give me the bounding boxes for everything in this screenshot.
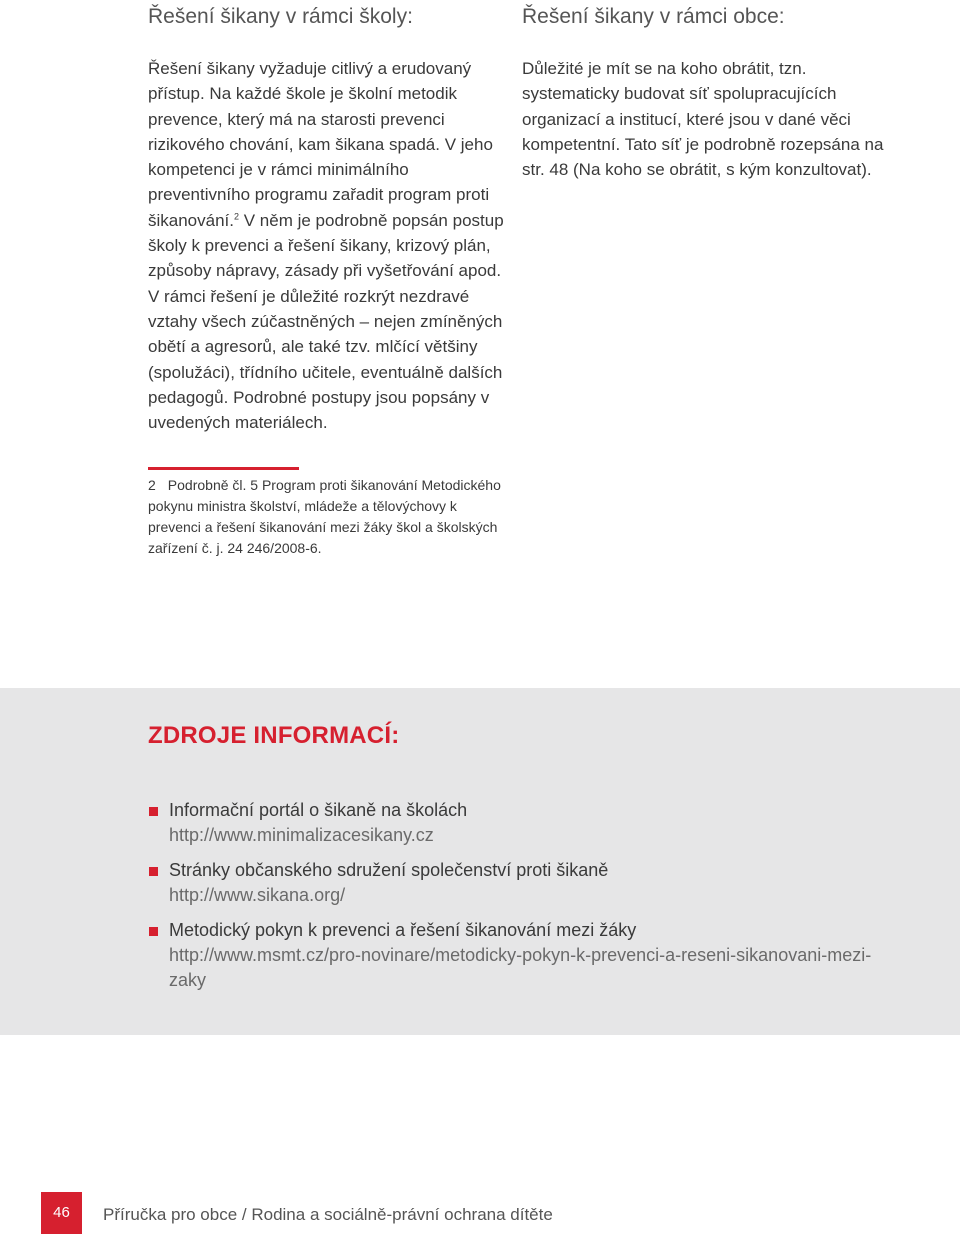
school-section-title: Řešení šikany v rámci školy:	[148, 5, 413, 28]
school-paragraph-part2: V něm je podrobně popsán postup školy k prevenci a řešení šikany, krizový plán, způsoby nápravy, zásady při vyšetřování apod. V rámci řešení je důležité rozkrýt nezdravé vztahy všech zúčastněných – nejen zmíněných obětí a agresorů, ale také tzv. mlčící většiny (spolužáci), třídního učitele, eventuálně dalších pedagogů. Podrobné postupy jsou popsány v uvedených materiálech.	[148, 210, 504, 433]
footnote-text: Podrobně čl. 5 Program proti šikanování Metodického pokynu ministra školství, mládeže a tělovýchovy k prevenci a řešení šikanování mezi žáky škol a školských zařízení č. j. 24 246/2008-6.	[148, 477, 501, 556]
running-footer-title: Příručka pro obce / Rodina a sociálně-právní ochrana dítěte	[103, 1205, 553, 1224]
source-label: Stránky občanského sdružení společenství proti šikaně	[169, 860, 609, 880]
square-bullet-icon	[149, 807, 158, 816]
footnote-number: 2	[148, 477, 156, 493]
source-link[interactable]: http://www.sikana.org/	[169, 885, 346, 905]
square-bullet-icon	[149, 927, 158, 936]
footnote-divider	[148, 467, 299, 470]
source-item	[148, 798, 888, 848]
right-column	[522, 4, 892, 182]
sources-title: ZDROJE INFORMACÍ:	[148, 722, 400, 749]
school-paragraph-part1: Řešení šikany vyžaduje citlivý a erudovaný přístup. Na každé škole je školní metodik prevence, který má na starosti prevenci rizikového chování, kam šikana spadá. V jeho kompetenci je v rámci minimálního preventivního programu zařadit program proti šikanování.	[148, 59, 493, 230]
source-item	[148, 918, 888, 993]
source-link[interactable]: http://www.msmt.cz/pro-novinare/metodicky-pokyn-k-prevenci-a-reseni-sikanovani-mezi-zaky	[169, 945, 872, 990]
footnote	[148, 475, 508, 559]
source-label: Metodický pokyn k prevenci a řešení šikanování mezi žáky	[169, 920, 637, 940]
school-section-paragraph	[148, 56, 508, 435]
square-bullet-icon	[149, 867, 158, 876]
source-label: Informační portál o šikaně na školách	[169, 800, 468, 820]
municipality-section-title: Řešení šikany v rámci obce:	[522, 5, 785, 28]
footnote-reference[interactable]: 2	[234, 211, 240, 222]
left-column	[148, 4, 508, 435]
page-number: 46	[41, 1192, 82, 1234]
sources-list	[148, 798, 888, 1003]
source-item	[148, 858, 888, 908]
source-link[interactable]: http://www.minimalizacesikany.cz	[169, 825, 434, 845]
municipality-section-paragraph: Důležité je mít se na koho obrátit, tzn. systematicky budovat síť spolupracujících organizací a institucí, které jsou v dané věci kompetentní. Tato síť je podrobně rozepsána na str. 48 (Na koho se obrátit, s kým konzultovat).	[522, 59, 884, 180]
